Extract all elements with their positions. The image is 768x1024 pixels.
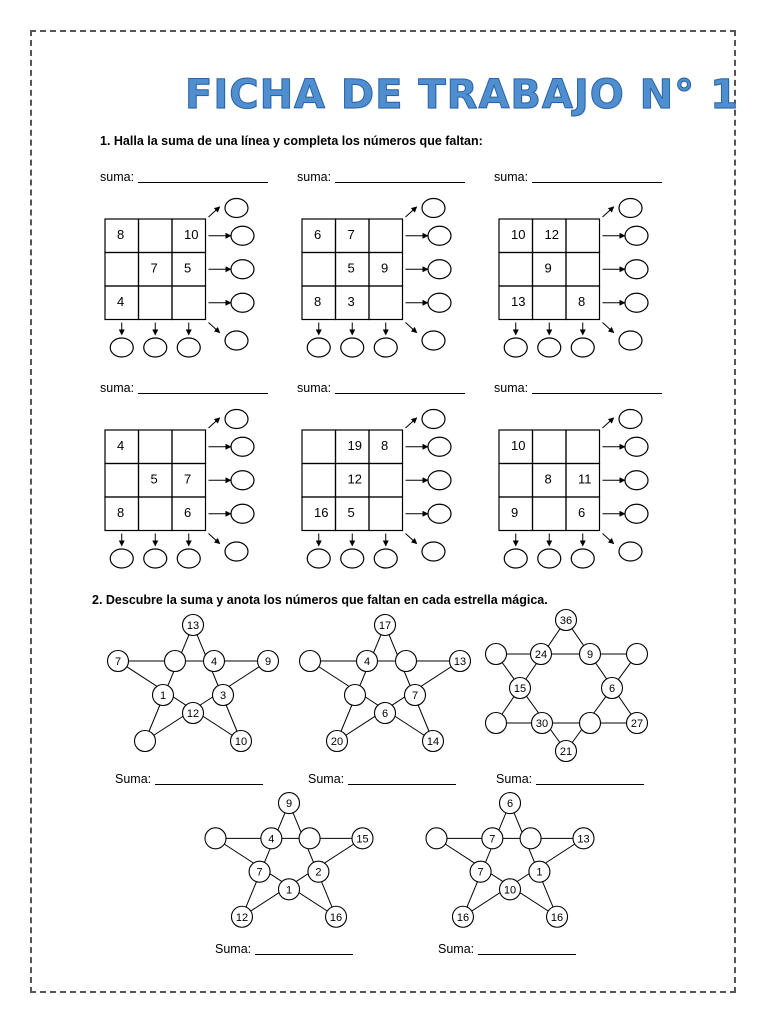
exercise2-instruction: 2. Descubre la suma y anota los números que faltan en cada estrella mágica. [92,593,548,607]
suma-field-2: suma: [297,170,465,184]
grid-3-diag-down-arrow [603,323,614,333]
grid-2-col-answer-circle [374,338,397,357]
grid-1-cell-value: 5 [184,260,192,276]
grid-4-cell [172,430,206,464]
grid-1-row-answer-circle [231,226,254,245]
grid-1-cell-value: 10 [184,227,199,242]
star-1-node-ml-value: 1 [159,690,167,702]
star-suma-5: Suma: [438,942,576,956]
grid-4-cell-value: 7 [184,471,192,487]
grid-3-diag-up-circle [619,199,642,218]
grid-4-cell [105,464,139,498]
grid-4-row-answer-circle [231,437,254,456]
grid-5-cell-value: 8 [381,438,389,453]
star-4-node-ul-value: 4 [268,833,275,846]
star-suma-2: Suma: [308,772,456,786]
star-5-node-ul-value: 7 [489,833,496,846]
star-2-node-right-value: 13 [453,656,467,668]
exercise1-instruction: 1. Halla la suma de una línea y completa los números que faltan: [100,134,483,148]
grid-4-cell [139,497,173,531]
star-3-node-r-value: 6 [608,683,616,695]
star-5-node-right-value: 13 [577,833,590,846]
grid-3-cell [499,253,533,287]
grid-3-col-answer-circle [504,338,527,357]
star-1-node-right-value: 9 [264,656,272,668]
grid-4-cell-value: 6 [184,505,192,520]
star-suma-3: Suma: [496,772,644,786]
star-3-edge [496,654,566,751]
star-3-node-bl [486,713,507,734]
grid-2-row-answer-circle [428,260,451,279]
grid-2-cell-value: 8 [314,294,322,309]
star-2-node-b-value: 6 [381,708,389,720]
star-1-node-ul [165,651,186,672]
star-3-edge [566,654,637,751]
star-3-edge [496,620,566,723]
star-4-node-b-value: 1 [285,884,293,897]
star-5-node-top-value: 6 [506,798,514,811]
star-3-edge [566,620,637,723]
grid-5-cell-value: 16 [314,505,329,520]
grid-3-col-answer-circle [538,338,561,357]
star-3-node-br-value: 27 [630,718,644,730]
grid-1-diag-down-arrow [209,323,220,333]
grid-5-cell [302,430,336,464]
star-3-node-top-value: 36 [559,615,573,627]
star-2-node-mr-value: 7 [411,690,419,702]
grid-2-cell-value: 3 [347,294,355,309]
grid-3-row-answer-circle [625,260,648,279]
grid-6-cell-value: 9 [511,505,519,520]
star-5-node-bl-value: 16 [456,911,470,924]
grid-5-row-answer-circle [428,471,451,490]
star-1-node-mr-value: 3 [219,690,227,702]
grid-3-cell-value: 9 [544,260,552,276]
star-suma-1: Suma: [115,772,263,786]
grid-6-diag-down-circle [619,542,642,561]
grid-2-row-answer-circle [428,293,451,312]
star-4-node-left [205,828,226,849]
grid-1-cell [139,286,173,320]
grid-3-diag-down-circle [619,331,642,350]
grid-2-cell [302,253,336,287]
star-2-node-left [300,651,321,672]
grid-4-cell-value: 8 [117,505,125,520]
grid-2-row-answer-circle [428,226,451,245]
star-4-node-br-value: 16 [329,911,343,924]
grid-1-row-answer-circle [231,260,254,279]
star-2-node-top-value: 17 [378,620,392,632]
grid-6-cell [533,497,567,531]
grid-2-diag-down-arrow [406,323,417,333]
grid-4-col-answer-circle [177,549,200,568]
grid-6-row-answer-circle [625,504,648,523]
star-1-node-top-value: 13 [186,620,200,632]
grid-3-col-answer-circle [571,338,594,357]
grid-1-cell-value: 8 [117,227,125,242]
grid-1-cell-value: 7 [150,260,158,276]
star-2-node-ur [396,651,417,672]
star-suma-4: Suma: [215,942,353,956]
grid-6-cell-value: 8 [544,471,552,487]
star-3-node-fr [627,644,648,665]
star-2-node-ml [345,685,366,706]
grid-2-col-answer-circle [307,338,330,357]
grid-4-col-answer-circle [110,549,133,568]
grid-2-cell [369,286,403,320]
grid-1-diag-down-circle [225,331,248,350]
star-2-node-br-value: 14 [426,736,440,748]
star-3-node-fl [486,644,507,665]
grid-3-row-answer-circle [625,226,648,245]
star-1-node-b-value: 12 [186,708,200,720]
grid-3-cell [533,286,567,320]
suma-field-3: suma: [494,170,662,184]
grid-3-cell-value: 10 [511,227,526,242]
grid-2-cell-value: 5 [347,260,355,276]
star-1-node-left-value: 7 [114,656,122,668]
grid-1-diag-up-circle [225,199,248,218]
star-3-node-ur-value: 9 [586,649,594,661]
grid-4-row-answer-circle [231,471,254,490]
star-5-node-ur [520,828,541,849]
grid-4-col-answer-circle [144,549,167,568]
grid-2-diag-up-circle [422,199,445,218]
grid-5-cell [302,464,336,498]
grid-2-diag-down-circle [422,331,445,350]
grid-5-col-answer-circle [374,549,397,568]
grid-3-row-answer-circle [625,293,648,312]
grid-4-cell-value: 5 [150,471,158,487]
grid-2-cell-value: 9 [381,260,389,276]
star-3-node-lr [580,713,601,734]
star-4-node-ml-value: 7 [256,866,263,879]
grid-4-diag-down-arrow [209,534,220,544]
grid-1-cell [139,219,173,253]
page-title: FICHA DE TRABAJO N° 1 [185,72,739,118]
grid-5-row-answer-circle [428,504,451,523]
grid-3-diag-up-arrow [603,207,614,217]
grid-6-cell-value: 6 [578,505,586,520]
grid-6-col-answer-circle [571,549,594,568]
grid-5-cell [369,464,403,498]
star-4-node-bl-value: 12 [235,911,249,924]
grid-1-col-answer-circle [144,338,167,357]
grid-2-cell-value: 6 [314,227,322,242]
star-4-node-right-value: 15 [356,833,369,846]
suma-field-4: suma: [100,381,268,395]
suma-field-5: suma: [297,381,465,395]
grid-6-col-answer-circle [504,549,527,568]
grid-1-col-answer-circle [110,338,133,357]
grid-3-cell [566,253,600,287]
star-3-node-ll-value: 30 [535,718,549,730]
grid-4-row-answer-circle [231,504,254,523]
grid-1-cell-value: 4 [117,294,125,309]
star-4-node-mr-value: 2 [315,866,322,879]
grid-1-diag-up-arrow [209,207,220,217]
star-4-node-top-value: 9 [285,798,293,811]
grid-5-diag-up-circle [422,410,445,429]
grid-5-cell-value: 5 [347,505,355,520]
star-4-node-ur [299,828,320,849]
star-3-node-ul-value: 24 [534,649,548,661]
grid-1-cell [105,253,139,287]
grid-6-row-answer-circle [625,471,648,490]
grid-6-row-answer-circle [625,437,648,456]
grid-2-diag-up-arrow [406,207,417,217]
star-2-node-ul-value: 4 [363,656,371,668]
grid-5-diag-down-circle [422,542,445,561]
star-5-node-mr-value: 1 [536,866,543,879]
grid-5-col-answer-circle [307,549,330,568]
star-1-node-bl [135,731,156,752]
grid-5-col-answer-circle [341,549,364,568]
grid-6-cell [533,430,567,464]
star-3-node-bottom-value: 21 [559,746,573,758]
grid-4-cell-value: 4 [117,438,125,453]
grid-1-col-answer-circle [177,338,200,357]
grid-4-diag-down-circle [225,542,248,561]
grid-5-diag-down-arrow [406,534,417,544]
grid-5-diag-up-arrow [406,418,417,428]
grid-6-cell-value: 10 [511,438,526,453]
grid-3-cell-value: 8 [578,294,586,309]
grid-5-row-answer-circle [428,437,451,456]
star-2-node-bl-value: 20 [330,736,344,748]
grid-4-cell [139,430,173,464]
grid-6-col-answer-circle [538,549,561,568]
grid-4-diag-up-arrow [209,418,220,428]
star-5-node-left [426,828,447,849]
star-3-node-l-value: 15 [513,683,527,695]
star-1-node-ur-value: 4 [210,656,218,668]
grid-2-cell [369,219,403,253]
suma-field-1: suma: [100,170,268,184]
grid-5-cell [369,497,403,531]
grid-6-diag-up-circle [619,410,642,429]
grid-5-cell-value: 19 [347,438,362,453]
grid-2-cell-value: 7 [347,227,355,242]
grid-6-diag-up-arrow [603,418,614,428]
star-5-node-b-value: 10 [503,884,517,897]
grid-5-cell-value: 12 [347,471,362,487]
grid-6-cell-value: 11 [578,471,592,487]
grid-6-cell [566,430,600,464]
grid-3-cell-value: 13 [511,294,526,309]
grid-1-cell [172,286,206,320]
grid-2-col-answer-circle [341,338,364,357]
suma-field-6: suma: [494,381,662,395]
grid-6-cell [499,464,533,498]
grid-4-diag-up-circle [225,410,248,429]
grid-3-cell-value: 12 [544,227,559,242]
star-5-node-ml-value: 7 [477,866,484,879]
star-1-node-br-value: 10 [234,736,248,748]
grid-1-row-answer-circle [231,293,254,312]
grid-3-cell [566,219,600,253]
star-5-node-br-value: 16 [550,911,564,924]
grid-6-diag-down-arrow [603,534,614,544]
